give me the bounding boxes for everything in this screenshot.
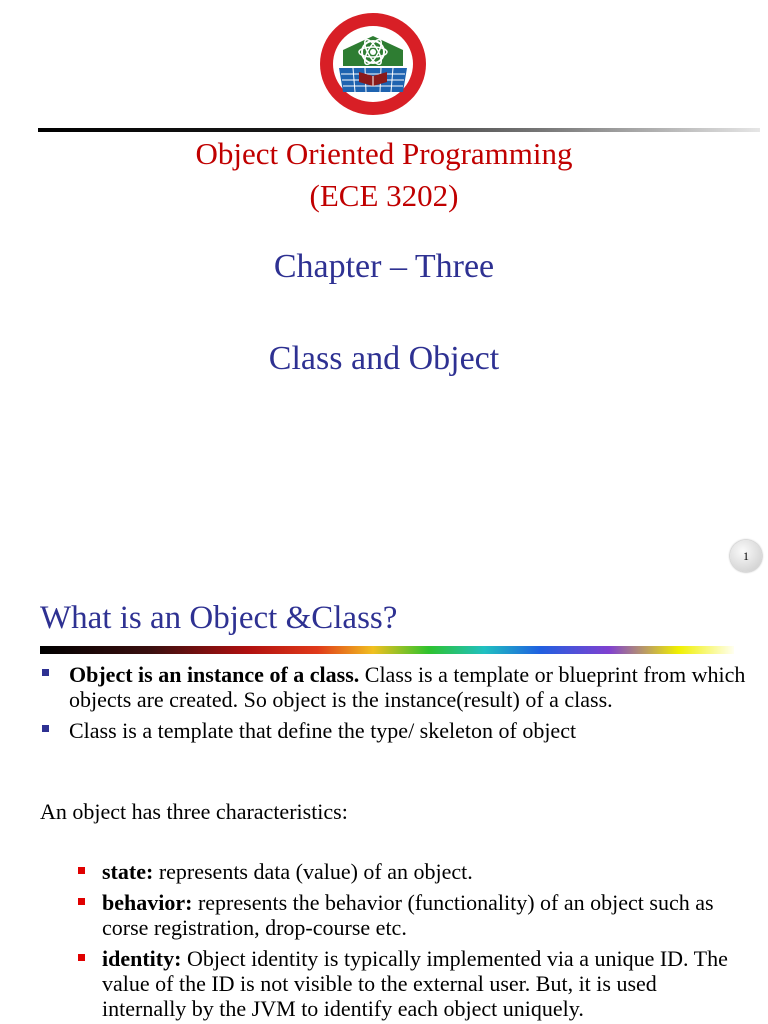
- list-item: [0, 662, 768, 712]
- rainbow-divider: [40, 646, 734, 654]
- characteristics-list: [0, 859, 768, 1021]
- bullet-bold: Object is an instance of a class.: [69, 662, 360, 687]
- intro-text: An object has three characteristics:: [40, 799, 348, 824]
- list-item: [0, 946, 768, 1021]
- term-description: represents data (value) of an object.: [153, 859, 473, 884]
- course-title: Object Oriented Programming: [195, 136, 573, 171]
- list-item: [0, 859, 768, 884]
- title-divider: [38, 128, 760, 132]
- bullet-text: Class is a template or blueprint from which objects are created. So object is the instance(result) of a class.: [69, 662, 746, 712]
- term-description: represents the behavior (functionality) of an object such as corse registration, drop-course etc.: [102, 890, 714, 940]
- page-number-badge: 1: [730, 540, 762, 572]
- term-label: state:: [102, 859, 154, 884]
- bullet-text: Class is a template that define the type/ skeleton of object: [69, 718, 577, 743]
- list-item: [0, 890, 768, 940]
- course-code: (ECE 3202): [309, 178, 459, 213]
- list-item: [0, 718, 768, 743]
- slide-title: What is an Object &Class?: [40, 600, 398, 636]
- main-bullet-list: [0, 662, 768, 743]
- term-label: identity:: [102, 946, 182, 971]
- term-label: behavior:: [102, 890, 193, 915]
- chapter-heading: Chapter – Three: [273, 248, 495, 285]
- chapter-subtitle: Class and Object: [268, 340, 500, 377]
- term-description: Object identity is typically implemented via a unique ID. The value of the ID is not visible to the external user. But, it is used internally by the JVM to identify each object uniquely.: [102, 946, 728, 1021]
- content-slide: [0, 576, 768, 1024]
- university-logo: [319, 12, 427, 116]
